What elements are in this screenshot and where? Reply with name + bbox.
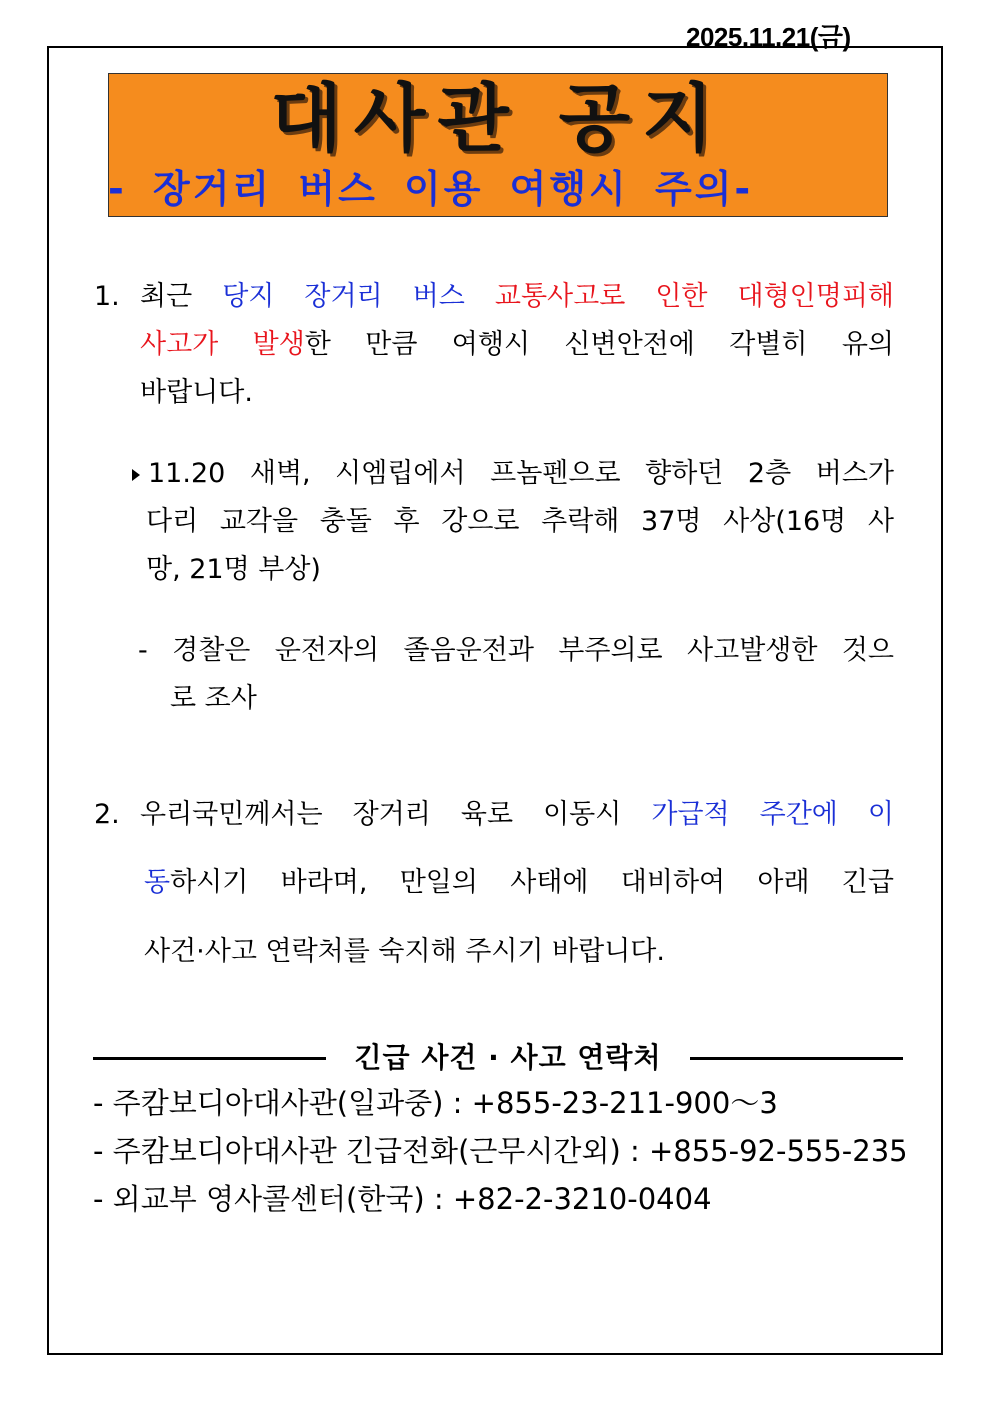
section1-line1-text: 최근 bbox=[140, 281, 223, 312]
section1-line2-text: 한 만큼 여행시 신변안전에 각별히 유의 bbox=[304, 329, 894, 360]
section1-number: 1. bbox=[94, 281, 120, 312]
section1-line1-red: 교통사고로 인한 대형인명피해 bbox=[494, 281, 895, 312]
section1-line3: 바랍니다. bbox=[140, 377, 253, 408]
section2-line2 bbox=[144, 866, 894, 900]
section1-line2 bbox=[140, 328, 894, 362]
section1-line2-red: 사고가 발생 bbox=[140, 329, 305, 360]
contact-item-embassy-emergency: - 주캄보디아대사관 긴급전화(근무시간외) : +855-92-555-235 bbox=[93, 1134, 908, 1168]
section2-line2-blue: 동 bbox=[144, 867, 171, 898]
section1-dash-line1: - 경찰은 운전자의 졸음운전과 부주의로 사고발생한 것으 bbox=[138, 635, 894, 666]
section2-line1 bbox=[140, 798, 894, 832]
contacts-heading bbox=[93, 1038, 903, 1078]
section1-bullet-line3: 망, 21명 부상) bbox=[146, 554, 321, 585]
banner-title: 대사관 공지 bbox=[270, 76, 726, 162]
contact-item-embassy-hours: - 주캄보디아대사관(일과중) : +855-23-211-900～3 bbox=[93, 1086, 778, 1120]
section1-line1-blue: 당지 장거리 버스 bbox=[222, 281, 495, 312]
contacts-heading-title: 긴급 사건 · 사고 연락처 bbox=[354, 1041, 662, 1074]
notice-date: 2025.11.21(금) bbox=[686, 22, 851, 52]
banner-subtitle: - 장거리 버스 이용 여행시 주의- bbox=[108, 167, 754, 211]
section2-line1-blue: 가급적 주간에 이 bbox=[651, 799, 894, 830]
contact-item-consular-call-center: - 외교부 영사콜센터(한국) : +82-2-3210-0404 bbox=[93, 1182, 712, 1216]
heading-rule-left bbox=[93, 1057, 326, 1060]
triangle-bullet-icon bbox=[132, 469, 140, 481]
section2-number: 2. bbox=[94, 799, 120, 830]
section2-line2-text: 하시기 바라며, 만일의 사태에 대비하여 아래 긴급 bbox=[170, 867, 894, 898]
heading-rule-right bbox=[690, 1057, 903, 1060]
bullet-line1-text: 11.20 새벽, 시엠립에서 프놈펜으로 향하던 2층 버스가 bbox=[148, 458, 894, 489]
section1-dash-line2: 로 조사 bbox=[170, 683, 257, 714]
section1-bullet-line1 bbox=[132, 457, 894, 491]
section2-line3: 사건·사고 연락처를 숙지해 주시기 바랍니다. bbox=[144, 936, 665, 967]
section1-bullet-line2: 다리 교각을 충돌 후 강으로 추락해 37명 사상(16명 사 bbox=[146, 506, 894, 537]
section2-line1-text: 우리국민께서는 장거리 육로 이동시 bbox=[140, 799, 652, 830]
section1-line1 bbox=[140, 280, 894, 314]
